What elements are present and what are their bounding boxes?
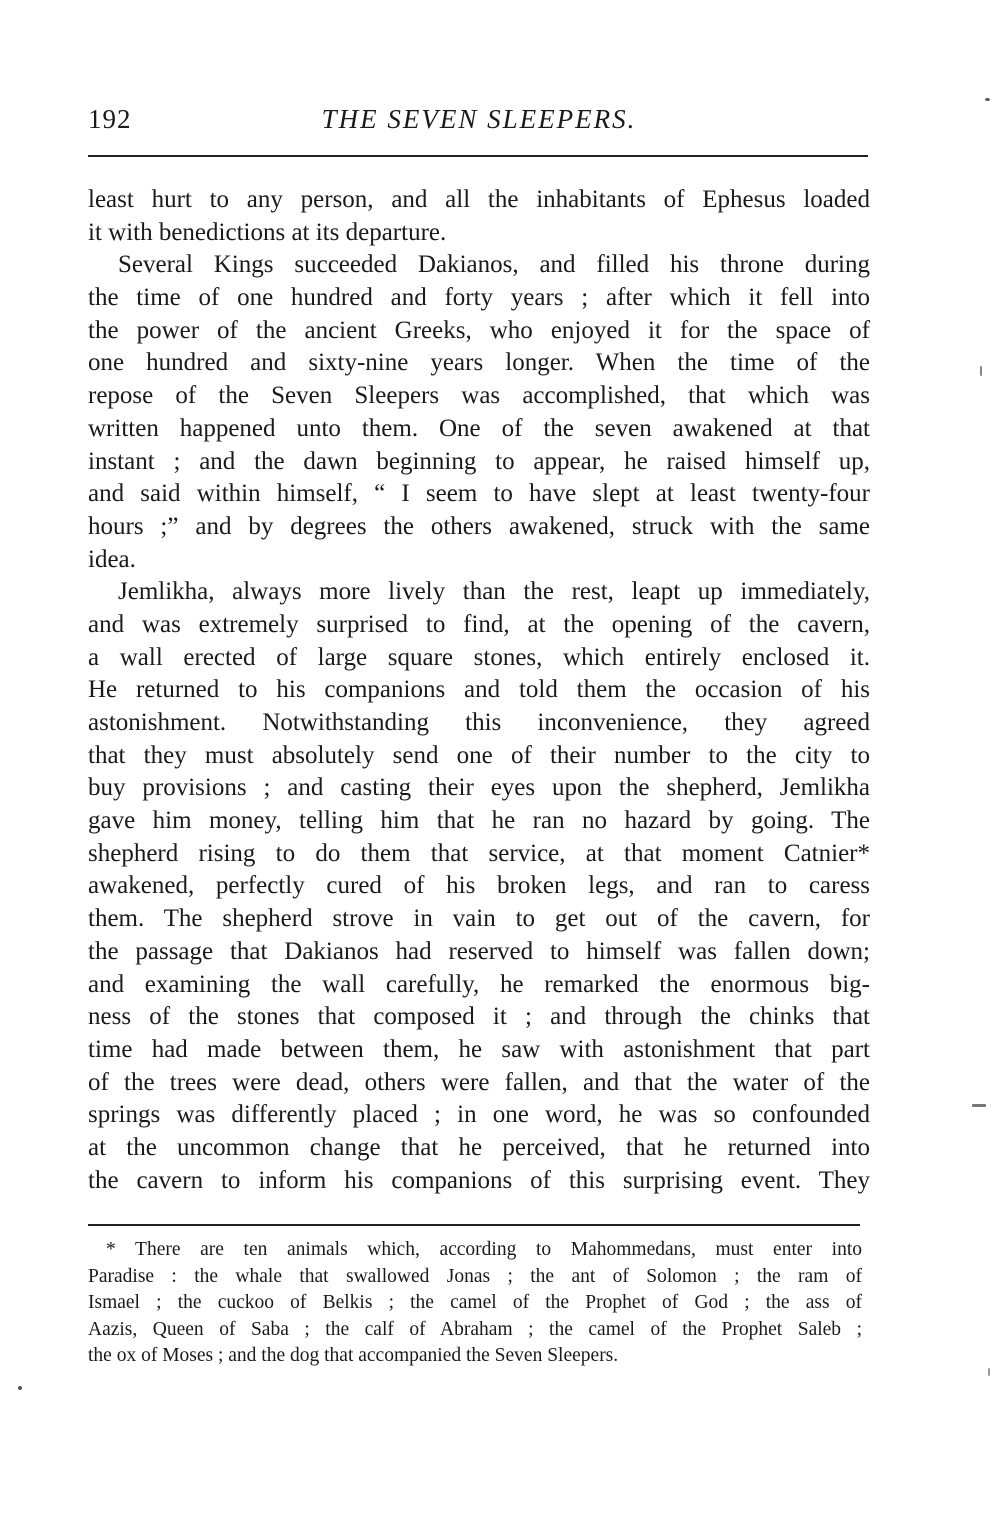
footnote-line: Aazis, Queen of Saba ; the calf of Abraham ; the camel of the Prophet Saleb ; — [88, 1318, 862, 1340]
footnote-line: Ismael ; the cuckoo of Belkis ; the camel of the Prophet of God ; the ass of — [88, 1292, 862, 1313]
text-line: a wall erected of large square stones, which entirely enclosed it. — [88, 643, 870, 671]
running-title: THE SEVEN SLEEPERS. — [321, 104, 637, 134]
text-line: the time of one hundred and forty years ; after which it fell into — [88, 284, 870, 312]
scan-speck — [985, 98, 990, 101]
text-line: buy provisions ; and casting their eyes upon the shepherd, Jemlikha — [88, 774, 870, 802]
text-line: springs was differently placed ; in one word, he was so confounded — [88, 1101, 870, 1129]
scan-speck — [980, 366, 982, 376]
text-line: He returned to his companions and told them the occasion of his — [88, 676, 870, 704]
body-text — [88, 184, 870, 1197]
text-line: astonishment. Notwithstanding this inconvenience, they agreed — [88, 709, 870, 736]
running-head — [88, 104, 870, 144]
scan-speck — [972, 1104, 986, 1107]
text-line: Jemlikha, always more lively than the rest, leapt up immediately, — [118, 578, 870, 606]
text-line: time had made between them, he saw with astonishment that part — [88, 1035, 870, 1063]
text-line: written happened unto them. One of the seven awakened at that — [88, 414, 870, 442]
footnote-line: Paradise : the whale that swallowed Jonas ; the ant of Solomon ; the ram of — [88, 1265, 862, 1287]
text-line: that they must absolutely send one of their number to the city to — [88, 741, 870, 769]
text-line: idea. — [88, 545, 136, 573]
text-line: instant ; and the dawn beginning to appear, he raised himself up, — [88, 447, 870, 475]
text-line: and said within himself, “ I seem to have slept at least twenty-four — [88, 480, 870, 508]
text-line: Several Kings succeeded Dakianos, and filled his throne during — [118, 251, 870, 279]
footnote — [88, 1237, 862, 1370]
text-line: the power of the ancient Greeks, who enjoyed it for the space of — [88, 316, 870, 344]
text-line: repose of the Seven Sleepers was accomplished, that which was — [88, 382, 870, 410]
text-line: and examining the wall carefully, he remarked the enormous big- — [88, 970, 870, 998]
footnote-line: the ox of Moses ; and the dog that accompanied the Seven Sleepers. — [88, 1345, 619, 1366]
scan-speck — [18, 1386, 22, 1390]
text-line: it with benedictions at its departure. — [88, 218, 447, 246]
text-line: hours ;” and by degrees the others awakened, struck with the same — [88, 512, 870, 540]
text-line: and was extremely surprised to find, at the opening of the cavern, — [88, 610, 870, 638]
text-line: least hurt to any person, and all the inhabitants of Ephesus loaded — [88, 186, 870, 213]
header-rule — [88, 155, 868, 157]
footnote-rule — [88, 1224, 860, 1226]
text-line: the passage that Dakianos had reserved to himself was fallen down; — [88, 937, 870, 965]
text-line: of the trees were dead, others were fallen, and that the water of the — [88, 1068, 870, 1096]
text-line: ness of the stones that composed it ; and through the chinks that — [88, 1003, 870, 1031]
text-line: one hundred and sixty-nine years longer. When the time of the — [88, 349, 870, 377]
text-line: awakened, perfectly cured of his broken legs, and ran to caress — [88, 872, 870, 900]
text-line: the cavern to inform his companions of this surprising event. They — [88, 1166, 870, 1194]
text-line: shepherd rising to do them that service, at that moment Catnier* — [88, 839, 870, 867]
page-number: 192 — [88, 104, 132, 134]
text-line: gave him money, telling him that he ran no hazard by going. The — [88, 807, 870, 835]
scan-speck — [988, 1368, 990, 1376]
footnote-line: * There are ten animals which, according to Mahommedans, must enter into — [106, 1239, 862, 1260]
text-line: them. The shepherd strove in vain to get out of the cavern, for — [88, 905, 870, 933]
text-line: at the uncommon change that he perceived, that he returned into — [88, 1133, 870, 1161]
